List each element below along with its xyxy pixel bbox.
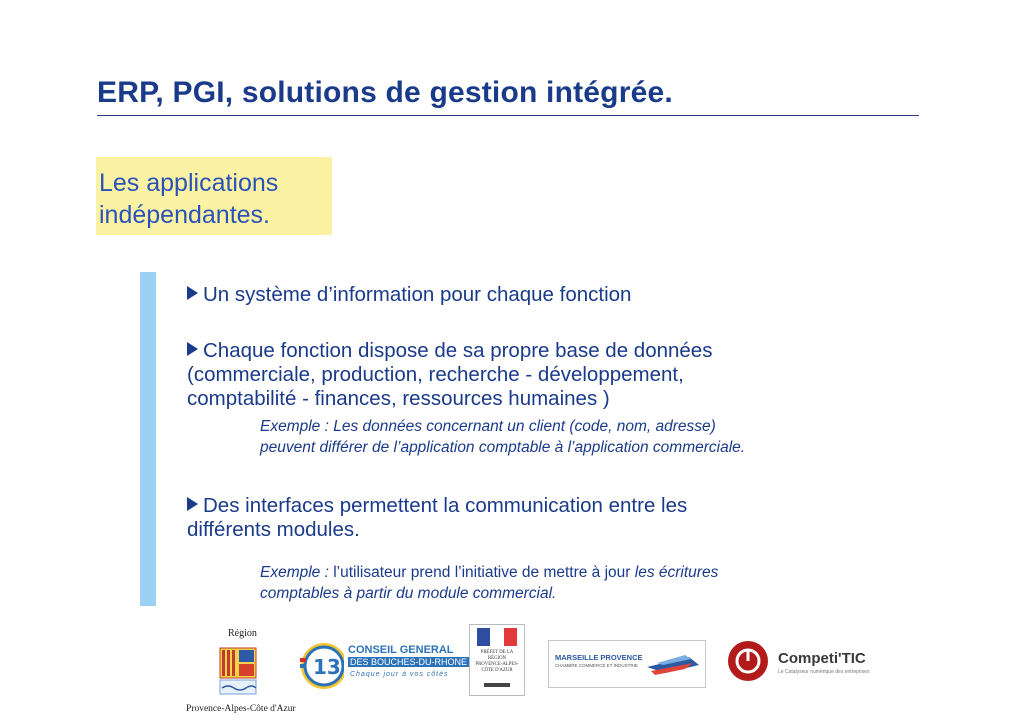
cg-line-3: Chaque jour à vos côtés bbox=[350, 671, 449, 678]
prefet-text bbox=[473, 650, 521, 674]
bullet-1-line-1: Un système d’information pour chaque fonction bbox=[203, 283, 632, 306]
svg-text:13: 13 bbox=[313, 655, 341, 679]
cci-line-2: CHAMBRE COMMERCE ET INDUSTRIE bbox=[555, 663, 638, 668]
example-1-line-1: Exemple : Les données concernant un client (code, nom, adresse) bbox=[260, 418, 716, 435]
title-divider bbox=[97, 115, 919, 116]
prefet-line-3: CÔTE D'AZUR bbox=[481, 668, 513, 673]
arrow-bullet-icon bbox=[187, 497, 198, 511]
region-top-label: Région bbox=[228, 628, 257, 639]
bullet-2-line-3: comptabilité - finances, ressources humaines ) bbox=[187, 387, 610, 410]
section-heading bbox=[99, 167, 278, 231]
bullet-3-line-2: différents modules. bbox=[187, 518, 360, 541]
example-1 bbox=[260, 416, 745, 458]
section-line-1: Les applications bbox=[99, 169, 279, 197]
cci-marseille-logo bbox=[548, 640, 706, 688]
competitic-tag: Le Catalyseur numérique des entreprises bbox=[778, 669, 870, 675]
marianne-flag-icon bbox=[477, 628, 517, 646]
bullet-2-line-2: (commerciale, production, recherche - développement, bbox=[187, 363, 684, 386]
prefet-logo bbox=[469, 624, 525, 696]
arrow-bullet-icon bbox=[187, 286, 198, 300]
cg13-emblem-icon bbox=[298, 640, 344, 692]
prefet-line-1: PRÉFET DE LA RÉGION bbox=[480, 650, 514, 661]
prefet-line-2: PROVENCE-ALPES- bbox=[475, 662, 519, 667]
example-2-lead: Exemple : bbox=[260, 564, 329, 581]
example-2-line-2: comptables à partir du module commercial. bbox=[260, 585, 557, 602]
region-bottom-label: Provence-Alpes-Côte d'Azur bbox=[186, 704, 296, 714]
region-shield-icon bbox=[186, 642, 292, 704]
vertical-accent-bar bbox=[140, 272, 156, 606]
example-2-tail: les écritures bbox=[634, 564, 719, 581]
example-1-line-2: peuvent différer de l’application comptable à l’application commerciale. bbox=[260, 439, 746, 456]
cci-line-1: MARSEILLE PROVENCE bbox=[555, 653, 643, 662]
partner-logos bbox=[186, 622, 886, 722]
conseil-general-logo bbox=[298, 640, 468, 696]
slide-title: ERP, PGI, solutions de gestion intégrée. bbox=[97, 76, 673, 109]
bullet-3-line-1: Des interfaces permettent la communication entre les bbox=[203, 494, 688, 517]
prefet-bar bbox=[484, 683, 510, 687]
section-line-2: indépendantes. bbox=[99, 201, 270, 229]
bullet-3 bbox=[187, 494, 687, 542]
arrow-bullet-icon bbox=[187, 342, 198, 356]
bullet-2 bbox=[187, 339, 712, 411]
cci-swoosh-icon bbox=[645, 647, 701, 681]
region-paca-logo bbox=[186, 624, 296, 720]
competitic-logo bbox=[726, 638, 886, 694]
example-2 bbox=[260, 562, 718, 604]
cg-line-2: DES BOUCHES-DU-RHONE bbox=[350, 657, 468, 667]
bullet-2-line-1: Chaque fonction dispose de sa propre base de données bbox=[203, 339, 713, 362]
competitic-name: Competi'TIC bbox=[778, 650, 866, 667]
competitic-emblem-icon bbox=[726, 638, 770, 684]
cg-line-1: CONSEIL GENERAL bbox=[348, 644, 454, 656]
bullet-1 bbox=[187, 283, 631, 307]
example-2-mid: l’utilisateur prend l’initiative de mettre à jour bbox=[328, 564, 635, 581]
